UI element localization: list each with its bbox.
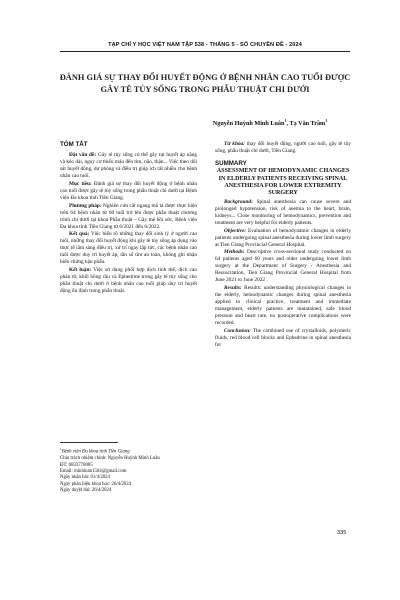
paragraph-text: Nghiên cứu cắt ngang mô tả được thực hiện trên 64 bệnh nhân từ 60 tuổi trở lên được phẫu thuật chương trình chi dưới tại khoa Phẫu thuật – Gây mê hồi sức, Bệnh viện Đa khoa tỉnh Tiền Giang từ 6/2021 đến 6/2022.	[60, 202, 197, 230]
paragraph-label: Phương pháp:	[69, 202, 102, 209]
summary-paragraph-objective	[215, 228, 351, 249]
keywords-text: thay đổi huyết động, người cao tuổi, gây tê tủy sống, phẫu thuật chi dưới, Tiền Giang.	[215, 141, 351, 155]
paragraph-label: Background:	[224, 198, 253, 205]
affiliation-text: Bệnh viện Đa khoa tỉnh Tiền Giang	[61, 449, 130, 455]
keywords-label: Từ khóa:	[224, 141, 245, 147]
paragraph-text: Evaluation of hemodynamic changes in elderly patients undergoing spinal anesthesia during lower limb surgery at Tien Giang Provincial General Hospital.	[215, 227, 351, 248]
abstract-heading-vi: TÓM TẮT	[60, 141, 88, 148]
footnote-rule	[60, 442, 118, 443]
paragraph-label: Objective:	[224, 227, 247, 234]
english-title: ASSESSMENT OF HEMODYNAMIC CHANGES IN ELDERLY PATIENTS RECEIVING SPINAL ANESTHESIA FOR LOWER EXTREMITY SURGERY	[216, 168, 350, 197]
header-rule	[60, 51, 350, 52]
paragraph-text: Gây tê tủy sống có thể gây tụt huyết áp nặng và kéo dài, nguy cơ thiếu máu đến tim, não, thận... Việc theo dõi sát huyết động, dự phòng và điều trị giúp ích rất nhiều cho bệnh nhân cao tuổi.	[60, 152, 197, 180]
footnote-review-date: Ngày phản biện khoa học: 26/4/2024	[60, 481, 132, 487]
abstract-paragraph-background	[60, 152, 197, 180]
paragraph-label: Mục tiêu:	[69, 180, 92, 187]
paragraph-label: Kết luận:	[69, 267, 92, 274]
abstract-paragraph-methods	[60, 203, 197, 231]
paragraph-text: Descriptive cross-sectional study conducted on 64 patients aged 60 years and older undergoing lower limb surgery at the Department of Surgery - Anesthesia and Resuscitation, Tien Giang Provincial General Hospital from June 2021 to June 2022 .	[215, 249, 351, 284]
paragraph-text: Đánh giá sự thay đổi huyết động ở bệnh nhân cao tuổi được gây tê tủy sống trong phẫu thuật chi dưới tại Bệnh viện Đa khoa tỉnh Tiền Giang.	[60, 180, 198, 201]
vietnamese-abstract-column	[60, 141, 197, 296]
summary-paragraph-results	[215, 285, 351, 327]
author-affiliation-mark: 1	[284, 118, 287, 123]
page-number: 335	[337, 530, 347, 536]
article-title: ĐÁNH GIÁ SỰ THAY ĐỔI HUYẾT ĐỘNG Ở BỆNH NHÂN CAO TUỔI ĐƯỢC GÂY TÊ TỦY SỐNG TRONG PHẪU THUẬT CHI DƯỚI	[59, 73, 351, 95]
paragraph-text: The combined use of crystalloids, polymeric fluids, red blood cell blocks and Ephedrine in spinal anesthesia for	[215, 327, 351, 349]
author-separator: ,	[286, 120, 290, 128]
summary-heading: SUMMARY	[215, 160, 247, 168]
paragraph-text: Spinal anesthesia can cause severe and prolonged hypotension, risk of anemia to the heart, brain, kidneys... Close monitoring of hemodynamics, prevention and treatment are very helpful for elderly patients.	[215, 198, 351, 226]
footnote	[60, 446, 200, 495]
abstract-paragraph-results	[60, 231, 197, 266]
running-head: TẠP CHÍ Y HỌC VIỆT NAM TẬP 538 - THÁNG 5 - SỐ CHUYÊN ĐỀ - 2024	[108, 42, 302, 48]
footnote-email: Email: minhluan1504@gmail.com	[60, 468, 127, 474]
paragraph-text: Việc sử dụng phối hợp dịch tinh thể, dịch cao phân tử, khối hồng cầu và Ephedrine trong gây tê tủy sống cho phẫu thuật chi dưới ở bệnh nhân cao tuổi giúp duy trì huyết động ổn định trong phẫu thuật.	[60, 267, 197, 295]
summary-paragraph-background	[215, 199, 351, 227]
footnote-received-date: Ngày nhận bài: 01/4/2024	[60, 475, 110, 481]
author-affiliation-mark: 1	[325, 118, 328, 123]
summary-paragraph-methods	[215, 249, 351, 284]
paragraph-label: Đặt vấn đề:	[69, 152, 97, 158]
author-line	[190, 118, 350, 127]
abstract-paragraph-conclusion	[60, 267, 197, 295]
english-abstract-column	[215, 141, 351, 350]
keywords-vi	[215, 141, 351, 155]
paragraph-text: Việc hiểu rõ những thay đổi sinh lý ở người cao tuổi, những thay đổi huyết động khi gây tê tủy sống áp dụng vào thực tế lâm sàng điều trị, xử trí ngay lập tức, các bệnh nhân cao tuổi được duy trì huyết áp, tần số tim an toàn, không ghi nhận biến chứng hậu phẫu.	[60, 231, 197, 266]
affiliation-mark: 1	[60, 447, 62, 451]
footnote-responsible: Chịu trách nhiệm chính: Nguyễn Huỳnh Minh Luân	[60, 456, 160, 462]
paragraph-label: Methods:	[224, 249, 245, 256]
footnote-accepted-date: Ngày duyệt bài: 26/4/2024	[60, 488, 112, 494]
paragraph-label: Kết quả:	[69, 231, 90, 238]
footnote-affiliation	[60, 446, 200, 456]
author-name: Tạ Văn Trầm	[289, 120, 326, 128]
author-name: Nguyễn Huỳnh Minh Luân	[212, 120, 285, 128]
summary-paragraph-conclusion	[215, 328, 351, 349]
abstract-paragraph-objective	[60, 181, 197, 202]
paragraph-label: Results:	[224, 285, 242, 292]
paragraph-label: Conclusion:	[224, 327, 251, 334]
paragraph-text: Results: understanding physiological changes in the elderly, hemodynamic changes during spinal anesthesia applied to clinical practice, treatment and immediate management, elderly patients are maintained, safe blood pressure and heart rate, no postoperative complications were recorded.	[215, 285, 351, 327]
footnote-phone: ĐT: 0833778005	[60, 462, 93, 468]
